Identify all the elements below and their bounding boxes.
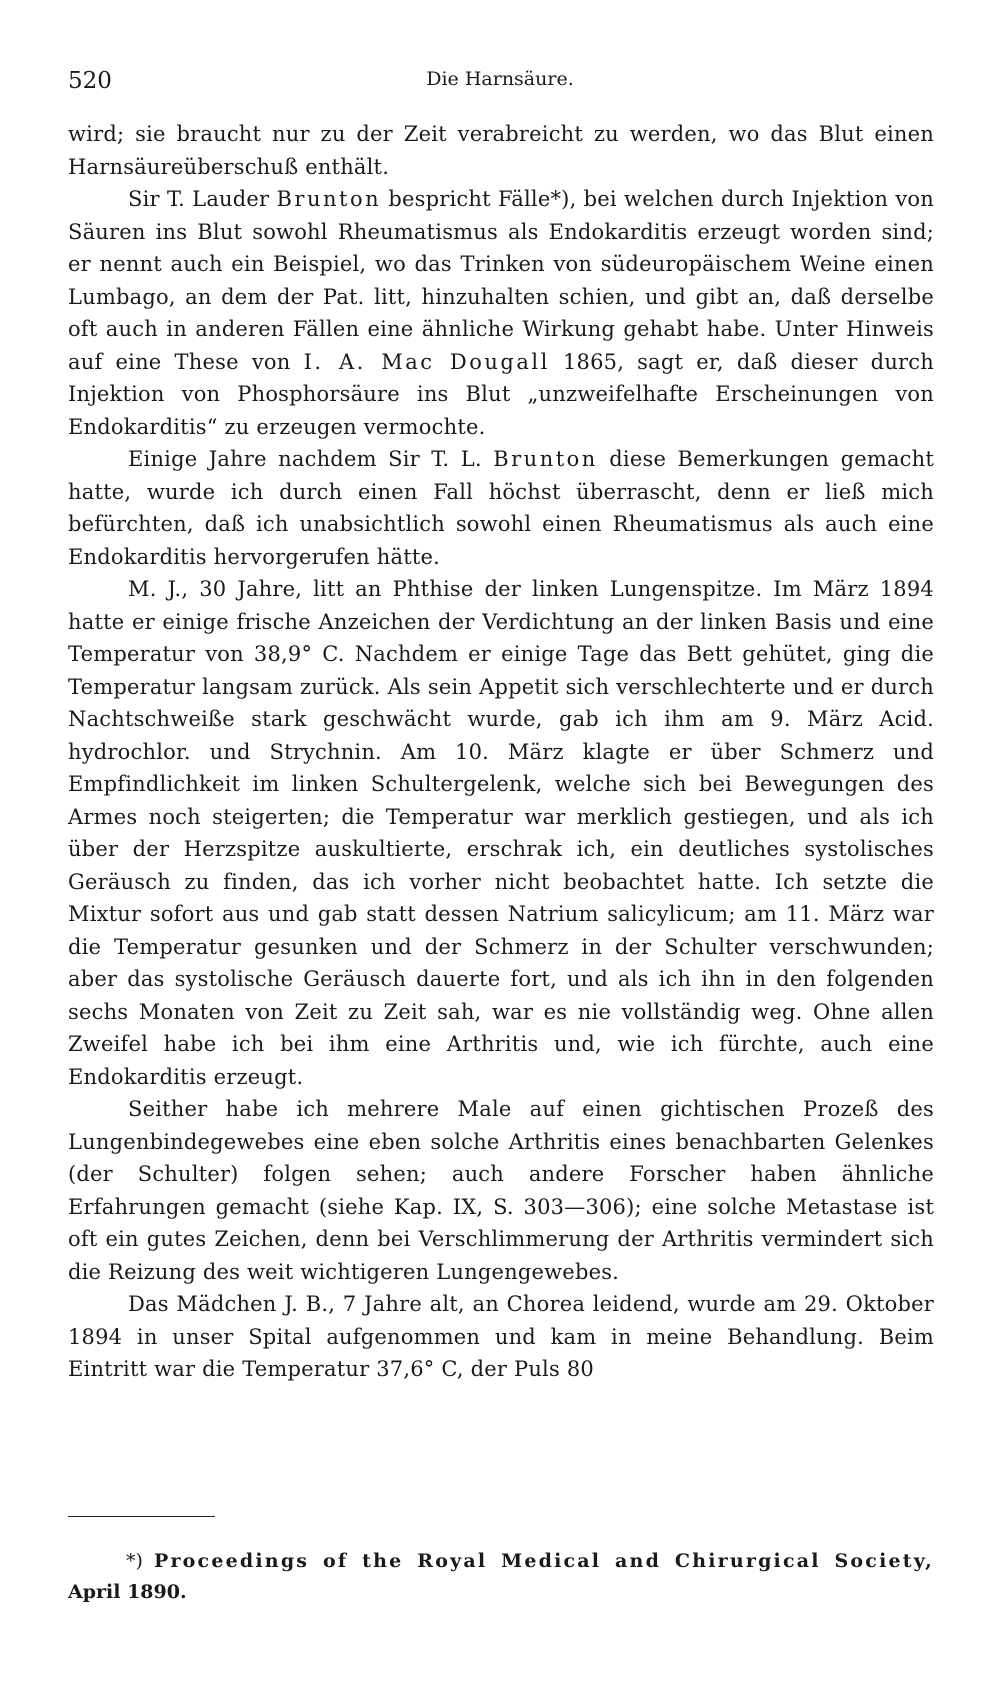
paragraph-3 — [68, 443, 934, 573]
body-text — [68, 118, 934, 1386]
paragraph-2-part-e: 1865, sagt er, daß dieser durch Injektion von Phosphorsäure ins Blut „unzweifelhafte Erscheinungen von Endokarditis“ zu erzeugen vermochte. — [68, 349, 934, 439]
footnote — [68, 1546, 934, 1608]
author-name-brunton-2: Brunton — [493, 447, 598, 471]
page-number: 520 — [68, 68, 112, 94]
running-title: Die Harnsäure. — [426, 68, 574, 90]
paragraph-2-part-c: bespricht Fälle*), bei welchen durch Injektion von Säuren ins Blut sowohl Rheumatismus als Endokarditis erzeugt worden sind; er nennt auch ein Beispiel, wo das Trinken von südeuropäischem Weine einen Lumbago, an dem der Pat. litt, hinzuhalten schien, und gibt an, daß derselbe oft auch in anderen Fällen eine ähnliche Wirkung gehabt habe. Unter Hinweis auf eine These von — [68, 187, 935, 374]
paragraph-2 — [68, 183, 934, 443]
paragraph-3-part-c: diese Bemerkungen gemacht hatte, wurde ich durch einen Fall höchst überrascht, denn er ließ mich befürchten, daß ich unabsichtlich sowohl einen Rheumatismus als auch eine Endokarditis hervorgerufen hätte. — [68, 447, 934, 569]
paragraph-6: Das Mädchen J. B., 7 Jahre alt, an Chorea leidend, wurde am 29. Oktober 1894 in unser Spital aufgenommen und kam in meine Behandlung. Beim Eintritt war die Temperatur 37,6° C, der Puls 80 — [68, 1292, 934, 1381]
page-header — [68, 68, 932, 98]
author-name-brunton: Brunton — [276, 187, 382, 211]
paragraph-3-part-a: Einige Jahre nachdem Sir T. L. — [128, 447, 494, 471]
paragraph-2-part-a: Sir T. Lauder — [128, 187, 277, 211]
paragraph-4: M. J., 30 Jahre, litt an Phthise der linken Lungenspitze. Im März 1894 hatte er einige frische Anzeichen der Verdichtung an der linken Basis und eine Temperatur von 38,9° C. Nachdem er einige Tage das Bett gehütet, ging die Temperatur langsam zurück. Als sein Appetit sich verschlechterte und er durch Nachtschweiße stark geschwächt wurde, gab ich ihm am 9. März Acid. hydrochlor. und Strychnin. Am 10. März klagte er über Schmerz und Empfindlichkeit im linken Schultergelenk, welche sich bei Bewegungen des Armes noch steigerten; die Temperatur war merklich gestiegen, und als ich über der Herzspitze auskultierte, erschrak ich, ein deutliches systolisches Geräusch zu finden, das ich vorher nicht beobachtet hatte. Ich setzte die Mixtur sofort aus und gab statt dessen Natrium salicylicum; am 11. März war die Temperatur gesunken und der Schmerz in der Schulter verschwunden; aber das systolische Geräusch dauerte fort, und als ich ihn in den folgenden sechs Monaten von Zeit zu Zeit sah, war es nie vollständig weg. Ohne allen Zweifel habe ich bei ihm eine Arthritis und, wie ich fürchte, auch eine Endokarditis erzeugt. — [68, 577, 934, 1089]
footnote-divider — [68, 1516, 215, 1517]
author-name-mac-dougall: I. A. Mac Dougall — [303, 349, 550, 374]
footnote-date: April 1890. — [68, 1581, 187, 1603]
footnote-marker: *) — [126, 1550, 143, 1572]
footnote-source: Proceedings of the Royal Medical and Chirurgical Society, — [153, 1550, 934, 1572]
paragraph-5: Seither habe ich mehrere Male auf einen gichtischen Prozeß des Lungenbindegewebes eine eben solche Arthritis eines benachbarten Gelenkes (der Schulter) folgen sehen; auch andere Forscher haben ähnliche Erfahrungen gemacht (siehe Kap. IX, S. 303—306); eine solche Metastase ist oft ein gutes Zeichen, denn bei Verschlimmerung der Arthritis vermindert sich die Reizung des weit wichtigeren Lungengewebes. — [68, 1097, 934, 1284]
paragraph-1: wird; sie braucht nur zu der Zeit verabreicht zu werden, wo das Blut einen Harnsäureüberschuß enthält. — [68, 122, 934, 179]
